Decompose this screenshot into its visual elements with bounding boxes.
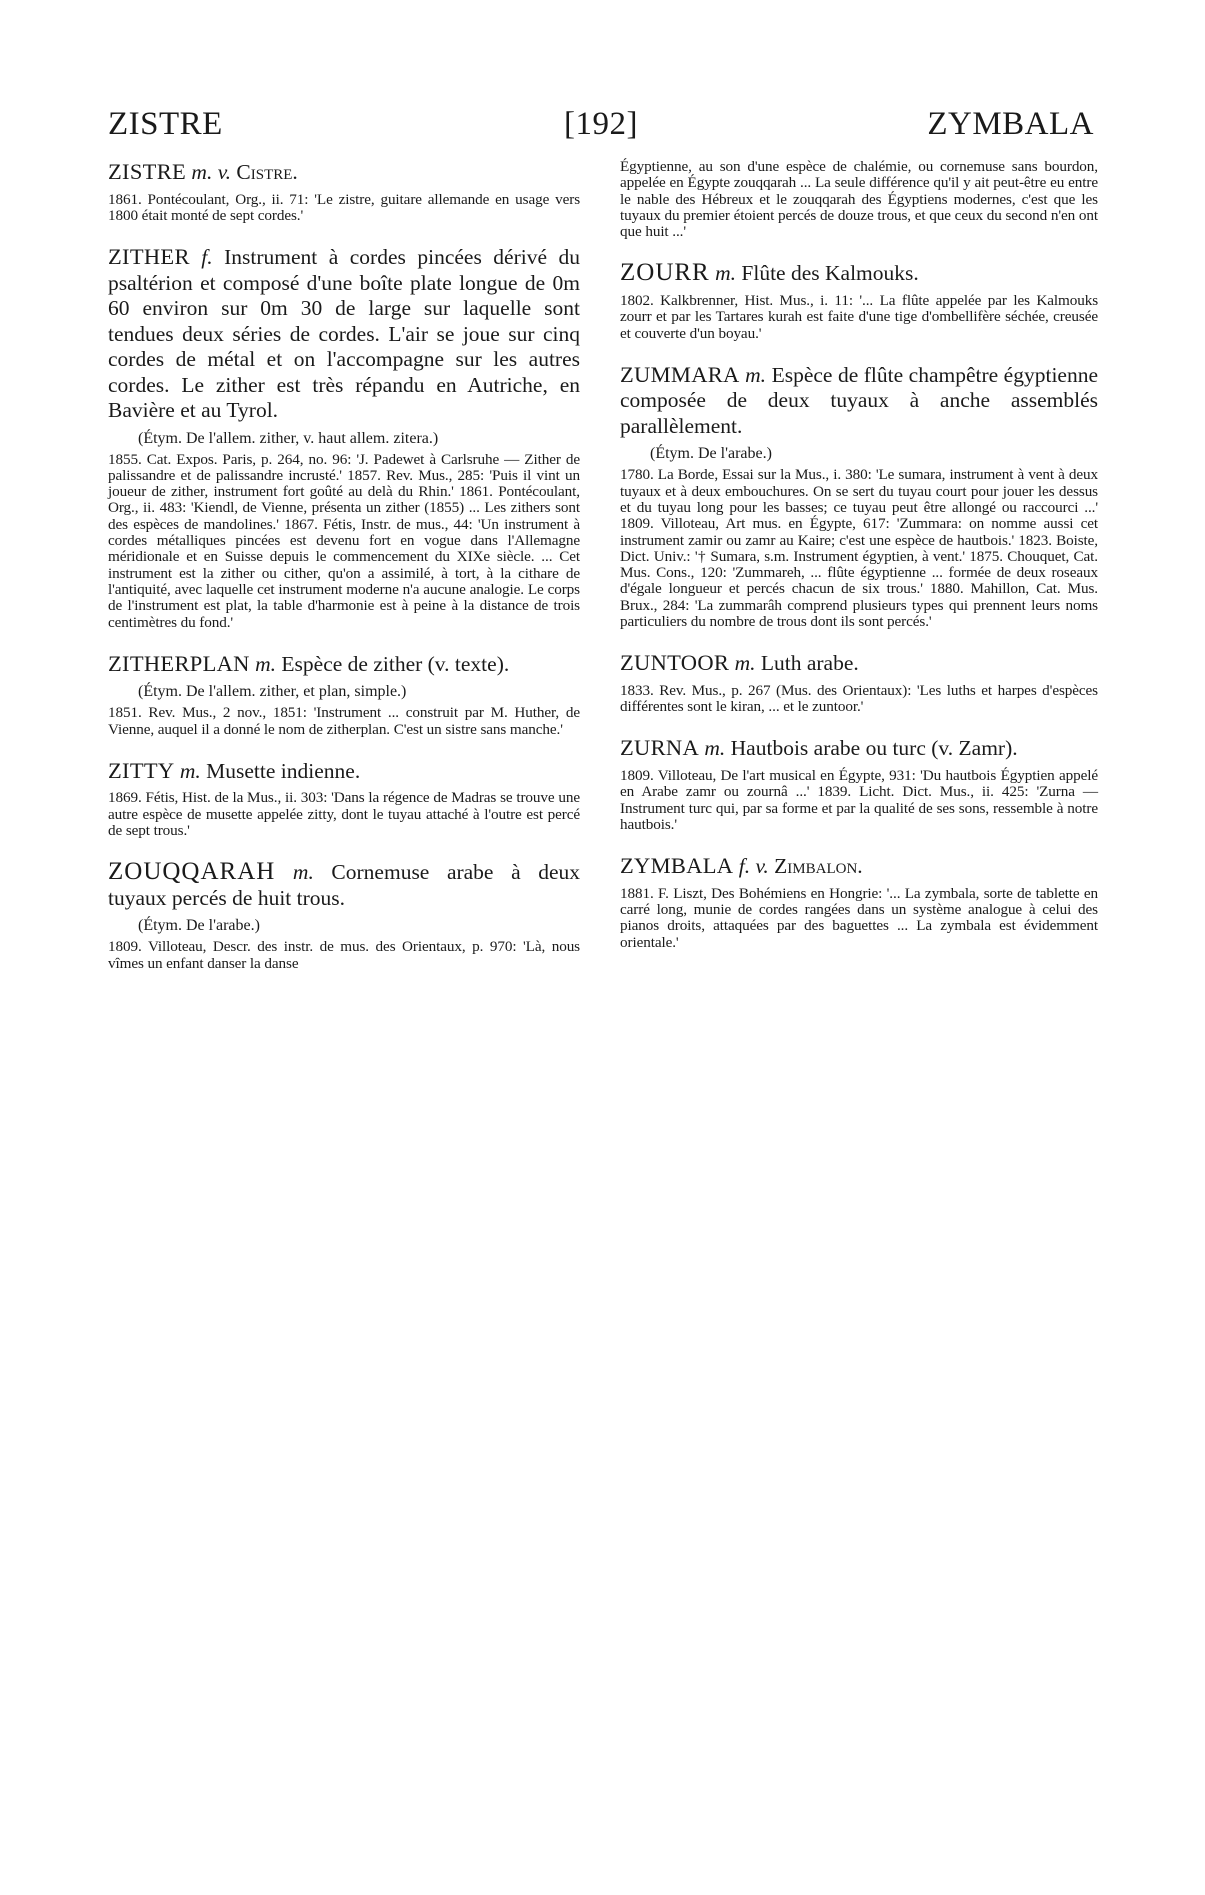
entry-head (620, 362, 1098, 440)
grammar-label: f. (738, 854, 751, 879)
headword: ZYMBALA (620, 853, 734, 879)
headword: ZOURR (620, 259, 710, 287)
definition: Cornemuse arabe à deux tuyaux percés de huit trous. (108, 860, 580, 910)
entry-head (620, 735, 1098, 762)
etymology: (Étym. De l'allem. zither, v. haut allem. zitera.) (138, 429, 439, 447)
see-label: v. (217, 160, 232, 184)
entry-head (108, 244, 580, 424)
grammar-label: m. (179, 758, 201, 783)
citation: 1855. Cat. Expos. Paris, p. 264, no. 96: 'J. Padewet à Carlsruhe — Zither de palissandre et de palissandre incrusté.' 1857. Rev. Mus., 285: 'Puis il vint un joueur de zither, instrument fort goûté au delà du Rhin.' 1861. Pontécoulant, Org., ii. 483: 'Kiendl, de Vienne, présenta un zither (1855) ... Les zithers sont des espèces de mandolines.' 1867. Fétis, Instr. de mus., 44: 'Un instrument à cordes métalliques pincées est devenu fort en vogue dans l'Allemagne méridionale et en Suisse depuis le commencement du XIXe siècle. ... Cet instrument est la zither ou cither, qu'on a assimilé, à tort, à la cithare de l'antiquité, avec laquelle cet instrument moderne n'a aucune analogie. Le corps de l'instrument est plat, la table d'harmonie est à peine à la distance de trois centimètres du fond.' (108, 450, 580, 631)
cross-reference: Cistre. (236, 160, 298, 184)
right-column (620, 157, 1098, 951)
entry-head (620, 650, 1098, 677)
headword: ZUMMARA (620, 361, 740, 387)
entry-head (108, 758, 580, 785)
citation: 1809. Villoteau, De l'art musical en Égypte, 931: 'Du hautbois Égyptien appelé en Arabe zamr ou zournâ ...' 1839. Licht. Dict. Mus., ii. 425: 'Zurna — Instrument turc qui, par sa forme et par la qualité de ses sons, ressemble à notre hautbois.' (620, 766, 1098, 833)
headword: ZITHER (108, 244, 190, 270)
grammar-label: m. (715, 261, 737, 286)
definition: Musette indienne. (206, 758, 361, 783)
citation: 1833. Rev. Mus., p. 267 (Mus. des Orientaux): 'Les luths et harpes d'espèces différentes sont le kiran, ... et le zuntoor.' (620, 681, 1098, 716)
entry-head (108, 159, 580, 186)
grammar-label: m. (255, 651, 277, 676)
entry-zouqqarah (108, 859, 580, 972)
definition: Espèce de flûte champêtre égyptienne composée de deux tuyaux à anche assemblés parallèlement. (620, 362, 1099, 438)
etymology: (Étym. De l'arabe.) (138, 917, 260, 935)
grammar-label: m. (745, 362, 767, 387)
definition: Flûte des Kalmouks. (741, 261, 919, 286)
entry-zuntoor (620, 650, 1098, 715)
headword: ZITTY (108, 757, 175, 783)
page-number: [192] (564, 106, 638, 142)
entry-head (108, 651, 580, 678)
etymology: (Étym. De l'allem. zither, et plan, simple.) (138, 683, 407, 701)
grammar-label: m. (734, 651, 756, 676)
running-head-right: ZYMBALA (927, 106, 1094, 142)
see-label: v. (755, 854, 769, 879)
left-column (108, 157, 580, 972)
entry-zourr (620, 260, 1098, 341)
etymology: (Étym. De l'arabe.) (650, 445, 772, 463)
cross-reference: Zimbalon. (774, 854, 863, 879)
entry-head (620, 260, 1098, 287)
definition: Espèce de zither (v. texte). (281, 651, 510, 676)
entry-head (108, 859, 580, 911)
entry-zither (108, 244, 580, 631)
grammar-label: f. (201, 245, 213, 270)
headword: ZOUQQARAH (108, 858, 276, 886)
definition: Hautbois arabe ou turc (v. Zamr). (730, 736, 1018, 761)
definition: Instrument à cordes pincées dérivé du psaltérion et composé d'une boîte plate longue de 0m 60 environ sur 0m 30 de large sur laquelle sont tendues deux séries de cordes. L'air se joue sur cinq cordes de métal et on l'accompagne sur les autres cordes. Le zither est très répandu en Autriche, en Bavière et au Tyrol. (108, 245, 580, 423)
running-head-left: ZISTRE (108, 106, 223, 142)
citation: 1869. Fétis, Hist. de la Mus., ii. 303: 'Dans la régence de Madras se trouve une autre espèce de musette appelée zitty, dont le tuyau attaché à l'outre est percé de sept trous.' (108, 789, 580, 840)
citation: 1802. Kalkbrenner, Hist. Mus., i. 11: '... La flûte appelée par les Kalmouks zourr et par les Tartares kurah est faite d'une tige d'ombellifère séchée, creusée et couverte d'un boyau.' (620, 291, 1098, 342)
grammar-label: m. (704, 736, 726, 761)
grammar-label: m. (292, 860, 314, 885)
headword: ZISTRE (108, 159, 187, 184)
citation: 1780. La Borde, Essai sur la Mus., i. 380: 'Le sumara, instrument à vent à deux tuyaux et à deux embouchures. On se sert du tuyau court pour jouer les dessus et du tuyau long pour les basses; ce tuyau peut être allongé ou raccourci ...' 1809. Villoteau, Art mus. en Égypte, 617: 'Zummara: on nomme aussi cet instrument zamir ou zamr au Kaire; c'est une espèce de hautbois.' 1823. Boiste, Dict. Univ.: '† Sumara, s.m. Instrument égyptien, à vent.' 1875. Chouquet, Cat. Mus. Cons., 120: 'Zummareh, ... flûte égyptienne ... formée de deux roseaux d'égale longueur et percés chacun de six trous.' 1880. Mahillon, Cat. Mus. Brux., 284: 'La zummarâh comprend plusieurs types qui prennent leurs noms particuliers du nombre de trous dont ils sont percés.' (620, 466, 1098, 631)
entry-head (620, 853, 1098, 880)
entry-zymbala (620, 853, 1098, 951)
definition: Luth arabe. (760, 651, 859, 676)
entry-zummara (620, 362, 1098, 630)
headword: ZITHERPLAN (108, 650, 250, 676)
citation: 1861. Pontécoulant, Org., ii. 71: 'Le zistre, guitare allemande en usage vers 1800 était monté de sept cordes.' (108, 190, 580, 224)
headword: ZURNA (620, 735, 699, 761)
citation: 1809. Villoteau, Descr. des instr. de mus. des Orientaux, p. 970: 'Là, nous vîmes un enfant danser la danse (108, 938, 580, 972)
entry-zurna (620, 735, 1098, 833)
headword: ZUNTOOR (620, 650, 730, 676)
grammar-label: m. (191, 160, 213, 184)
entry-zitty (108, 758, 580, 839)
citation: 1881. F. Liszt, Des Bohémiens en Hongrie: '... La zymbala, sorte de tablette en carré long, munie de cordes rangées dans un système analogue à celui des pianos droits, attaquées par des baguettes ... La zymbala est évidemment orientale.' (620, 884, 1098, 951)
entry-zistre (108, 159, 580, 224)
citation: 1851. Rev. Mus., 2 nov., 1851: 'Instrument ... construit par M. Huther, de Vienne, auquel il a donné le nom de zitherplan. C'est un sistre sans manche.' (108, 704, 580, 738)
running-head (108, 106, 1094, 150)
entry-zitherplan (108, 651, 580, 738)
citation-continued: Égyptienne, au son d'une espèce de chalémie, ou cornemuse sans bourdon, appelée en Égypte zouqqarah ... La seule différence qu'il y ait peut-être eu entre le nable des Hébreux et le zouqqarah des Égyptiens modernes, c'est que les tuyaux du premier étoient percés de douze trous, et que ceux du second n'en ont que huit ...' (620, 158, 1098, 241)
